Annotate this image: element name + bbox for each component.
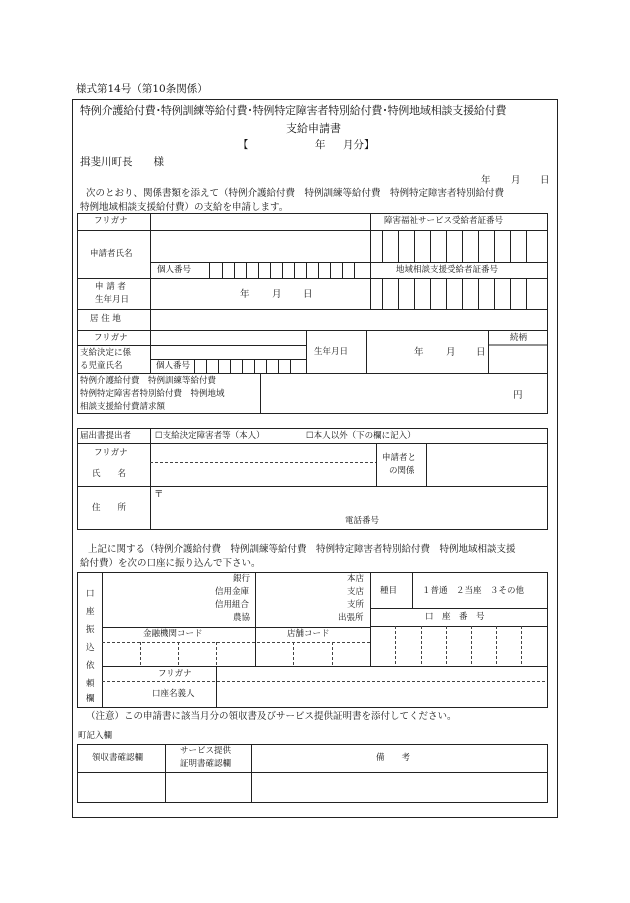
applicant-birth-day: 日 — [303, 289, 313, 300]
relation-label: 続柄 — [510, 333, 528, 343]
period-year: 年 — [315, 139, 326, 151]
child-label-2: る児童氏名 — [80, 361, 123, 371]
bank-type-nokyo: 農協 — [233, 613, 251, 623]
bank-type-kumiai: 信用組合 — [215, 600, 250, 610]
submitter-address-label: 住 所 — [92, 503, 127, 513]
applicant-personal-number-label: 個人番号 — [157, 265, 192, 275]
branch-type-agency: 出張所 — [338, 613, 364, 623]
applicant-birth-label-2: 生年月日 — [95, 295, 130, 305]
bank-side-label-7: 欄 — [86, 694, 95, 704]
submitter-furigana-label: フリガナ — [94, 448, 128, 458]
applicant-birth-year: 年 — [240, 289, 250, 300]
holder-furigana-label: フリガナ — [158, 669, 192, 679]
period-month: 月分】 — [343, 139, 375, 151]
intro-line-1: 次のとおり、関係書類を添えて（特例介護給付費 特例訓練等給付費 特例特定障害者特別給付費 — [86, 188, 505, 199]
address-label: 居 住 地 — [90, 314, 121, 324]
period-open: 【 — [238, 139, 249, 151]
submitter-name-label: 氏 名 — [92, 469, 127, 479]
bank-side-label-4: 込 — [86, 643, 95, 653]
child-personal-number-label: 個人番号 — [156, 361, 191, 371]
claim-label-1: 特例介護給付費 特例訓練等給付費 — [80, 376, 217, 386]
bank-side-label-6: 頼 — [86, 679, 95, 689]
bank-side-label-2: 座 — [86, 607, 95, 617]
branch-type-main: 本店 — [347, 574, 365, 584]
date-day: 日 — [540, 175, 550, 186]
cert-number-label: 障害福祉サービス受給者証番号 — [384, 216, 504, 226]
date-month: 月 — [511, 175, 521, 186]
bank-code-label: 金融機関コード — [143, 629, 203, 639]
claim-label-2: 特例特定障害者特別給付費 特例地域 — [80, 389, 225, 399]
date-year: 年 — [481, 175, 491, 186]
child-label-1: 支給決定に係 — [80, 348, 132, 358]
bank-side-label-1: 口 — [86, 589, 95, 599]
bank-side-label-5: 依 — [86, 661, 95, 671]
phone-label: 電話番号 — [345, 516, 380, 526]
submitter-label: 届出書提出者 — [80, 431, 132, 441]
child-birth-day: 日 — [476, 347, 486, 358]
claim-label-3: 相談支援給付費請求額 — [80, 402, 166, 412]
child-birth-year: 年 — [414, 347, 424, 358]
town-use-label: 町記入欄 — [78, 731, 113, 741]
submitter-option-other[interactable]: ☐本人以外（下の欄に記入） — [306, 431, 416, 441]
child-furigana-label: フリガナ — [94, 333, 128, 343]
transfer-text-1: 上記に関する（特例介護給付費 特例訓練等給付費 特例特定障害者特別給付費 特例地域相談支援 — [88, 544, 516, 555]
account-number-label: 口 座 番 号 — [425, 612, 485, 622]
bank-type-shinkin: 信用金庫 — [215, 587, 250, 597]
submitter-option-self[interactable]: ☐支給決定障害者等（本人） — [155, 431, 265, 441]
remarks-label: 備 考 — [376, 753, 411, 763]
addressee: 揖斐川町長 様 — [80, 156, 164, 168]
form-number: 様式第14号（第10条関係） — [76, 83, 208, 95]
form-subtitle: 支給申請書 — [286, 122, 341, 135]
branch-type-office: 支所 — [347, 600, 365, 610]
account-kind-label: 種目 — [380, 586, 398, 596]
regional-cert-label: 地域相談支援受給者証番号 — [396, 265, 499, 275]
bank-side-label-3: 振 — [86, 625, 95, 635]
applicant-birth-label-1: 申 請 者 — [95, 282, 126, 292]
child-birth-month: 月 — [446, 347, 456, 358]
service-cert-label-2: 証明書確認欄 — [180, 759, 232, 769]
account-kind-options: １普通 ２当座 ３その他 — [422, 586, 525, 596]
relation-to-applicant-1: 申請者と — [382, 453, 417, 463]
branch-code-label: 店舗コード — [287, 629, 330, 639]
attachment-note: （注意）この申請書に該当月分の領収書及びサービス提供証明書を添付してください。 — [86, 711, 457, 722]
service-cert-label-1: サービス提供 — [180, 746, 232, 756]
receipt-check-label: 領収書確認欄 — [92, 753, 144, 763]
branch-type-branch: 支店 — [347, 587, 365, 597]
applicant-birth-month: 月 — [272, 289, 282, 300]
applicant-furigana-label: フリガナ — [94, 216, 128, 226]
transfer-text-2: 給付費）を次の口座に振り込んで下さい。 — [80, 558, 261, 569]
postal-mark: 〒 — [154, 489, 164, 500]
child-birth-label: 生年月日 — [314, 347, 349, 357]
claim-yen: 円 — [513, 390, 523, 401]
intro-line-2: 特例地域相談支援給付費）の支給を申請します。 — [80, 202, 289, 213]
account-holder-label: 口座名義人 — [152, 689, 195, 699]
applicant-name-label: 申請者氏名 — [90, 249, 133, 259]
form-title: 特例介護給付費･特例訓練等給付費･特例特定障害者特別給付費･特例地域相談支援給付費 — [80, 104, 507, 117]
relation-to-applicant-2: の関係 — [389, 466, 415, 476]
bank-type-bank: 銀行 — [233, 574, 251, 584]
